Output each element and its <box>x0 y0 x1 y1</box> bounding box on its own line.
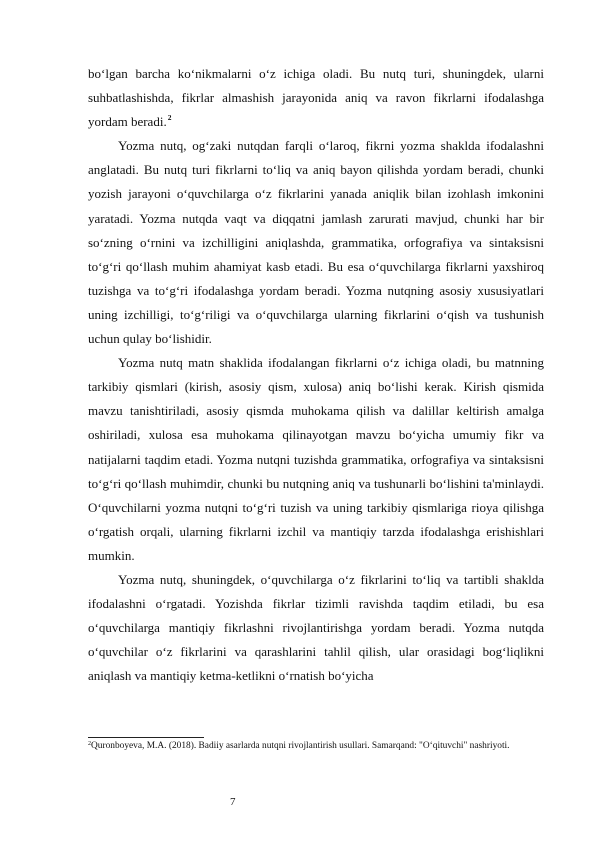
paragraph: Yozma nutq matn shaklida ifodalangan fikrlarni o‘z ichiga oladi, bu matnning tarkibiy qismlari (kirish, asosiy qism, xulosa) aniq bo‘lishi kerak. Kirish qismida mavzu tanishtiriladi, asosiy qismda muhokama qilish va dalillar keltirish amalga oshiriladi, xulosa esa muhokama qilinayotgan mavzu bo‘yicha umumiy fikr va natijalarni taqdim etadi. Yozma nutqni tuzishda grammatika, orfografiya va sintaksisni to‘g‘ri qo‘llash muhimdir, chunki bu nutqning aniq va tushunarli bo‘lishini ta'minlaydi. O‘quvchilarni yozma nutqni to‘g‘ri tuzish va uning tarkibiy qismlariga rioya qilishga o‘rgatish orqali, ularning fikrlarni izchil va mantiqiy tarzda ifodalashga erishishlari mumkin. <box>88 355 544 563</box>
paragraph-continued <box>88 62 544 134</box>
footnote-divider <box>88 737 204 738</box>
paragraph: Yozma nutq, shuningdek, o‘quvchilarga o‘z fikrlarini to‘liq va tartibli shaklda ifodalashni o‘rgatadi. Yozishda fikrlar tizimli ravishda taqdim etiladi, bu esa o‘quvchilarga mantiqiy fikrlashni rivojlantirishga yordam beradi. Yozma nutqda o‘quvchilar o‘z fikrlarini va qarashlarini tahlil qilish, ular orasidagi bog‘liqlikni aniqlash va mantiqiy ketma-ketlikni o‘rnatish bo‘yicha <box>88 571 544 684</box>
paragraph-text: bo‘lgan barcha ko‘nikmalarni o‘z ichiga oladi. Bu nutq turi, shuningdek, ularni suhbatlashishda, fikrlar almashish jarayonida aniq va ravon fikrlarni ifodalashga yordam beradi. <box>88 66 544 130</box>
footnote <box>88 740 544 753</box>
page-number: 7 <box>230 796 236 808</box>
body-text <box>88 62 544 688</box>
footnote-number: 2 <box>88 741 91 747</box>
paragraph: Yozma nutq, og‘zaki nutqdan farqli o‘laroq, fikrni yozma shaklda ifodalashni anglatadi. Bu nutq turi fikrlarni to‘liq va aniq bayon qilishda yordam beradi, chunki yozish jarayoni o‘quvchilarga o‘z fikrlarini yanada aniqlik bilan izohlash imkonini yaratadi. Yozma nutqda vaqt va diqqatni jamlash zarurati mavjud, chunki har bir so‘zning o‘rnini va izchilligini aniqlashda, grammatika, orfografiya va sintaksisni to‘g‘ri qo‘llash muhim ahamiyat kasb etadi. Bu esa o‘quvchilarga fikrlarni yaxshiroq tuzishga va to‘g‘ri ifodalashga yordam beradi. Yozma nutqning asosiy xususiyatlari uning izchilligi, to‘g‘riligi va o‘quvchilarga ularning fikrlarini o‘qish va tushunish uchun qulay bo‘lishidir. <box>88 138 544 347</box>
footnote-text: Quronboyeva, M.A. (2018). Badiiy asarlarda nutqni rivojlantirish usullari. Samarqand: "O‘qituvchi" nashriyoti. <box>91 741 510 751</box>
footnote-reference[interactable]: 2 <box>167 113 172 123</box>
